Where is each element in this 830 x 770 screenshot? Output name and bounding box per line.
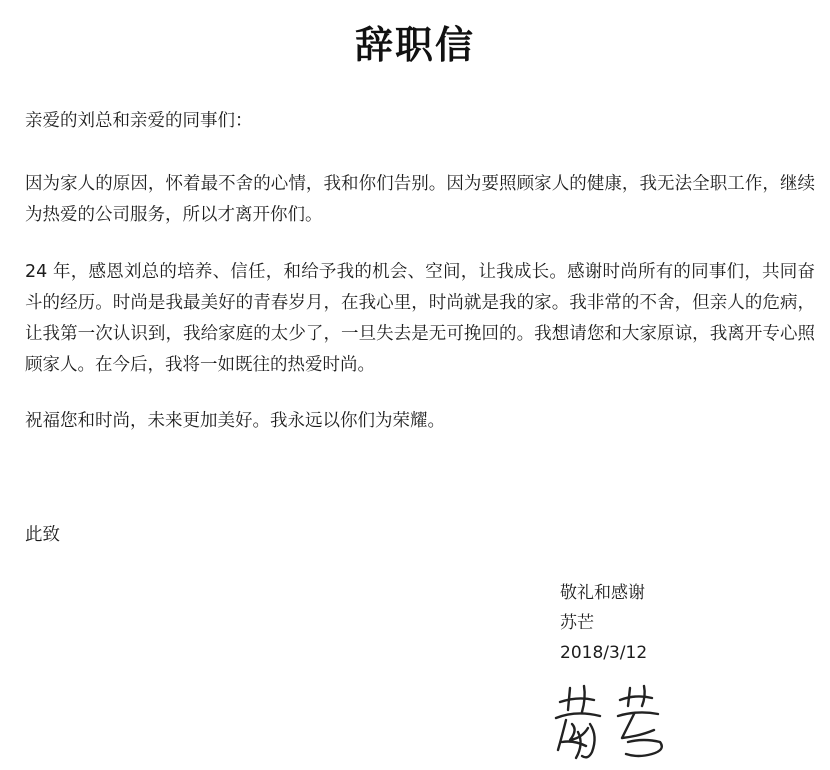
letter-paragraph: 祝福您和时尚，未来更加美好。我永远以你们为荣耀。: [25, 411, 445, 431]
handwritten-signature: [548, 680, 678, 765]
letter-closing: 此致: [25, 525, 60, 545]
letter-date: 2018/3/12: [560, 643, 648, 663]
signature-block: [560, 578, 647, 668]
letter-title: 辞职信: [354, 22, 475, 67]
letter-greeting: 亲爱的刘总和亲爱的同事们：: [25, 111, 253, 131]
sender-name: 苏芒: [560, 613, 594, 633]
regards-line: 敬礼和感谢: [560, 583, 645, 603]
letter-paragraph: 因为家人的原因，怀着最不舍的心情，我和你们告别。因为要照顾家人的健康，我无法全职工作，继续为热爱的公司服务，所以才离开你们。: [25, 174, 815, 225]
letter-paragraph: 24 年，感恩刘总的培养、信任，和给予我的机会、空间，让我成长。感谢时尚所有的同事们，共同奋斗的经历。时尚是我最美好的青春岁月，在我心里，时尚就是我的家。我非常的不舍，但亲人的危病，让我第一次认识到，我给家庭的太少了，一旦失去是无可挽回的。我想请您和大家原谅，我离开专心照顾家人。在今后，我将一如既往的热爱时尚。: [25, 262, 815, 375]
